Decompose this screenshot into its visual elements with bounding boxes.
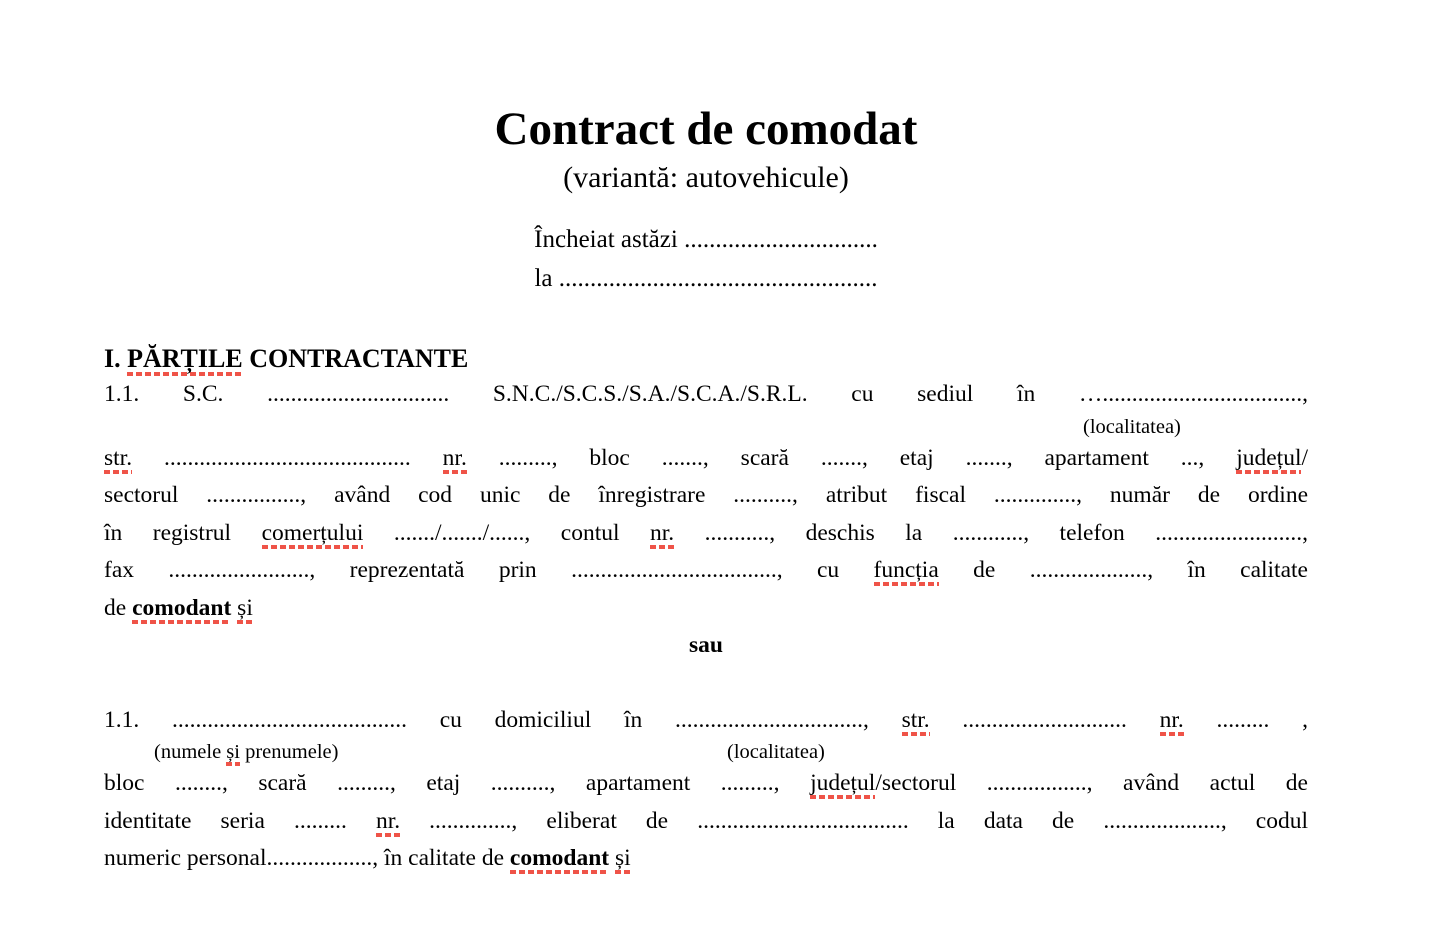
text-run: de bbox=[104, 594, 133, 621]
misspelled-word: județul bbox=[810, 770, 875, 799]
text-run: ..........., deschis la ............, telefon ........................., bbox=[674, 519, 1309, 546]
document-body bbox=[104, 342, 1308, 878]
misspelled-word: comodant bbox=[510, 845, 609, 874]
text-run: 1.1. ........................................ cu domiciliul în ................................, bbox=[104, 706, 902, 733]
contract-line bbox=[104, 590, 1308, 628]
field-caption bbox=[154, 739, 338, 765]
misspelled-word: str. bbox=[104, 445, 132, 474]
date-place-block bbox=[104, 220, 1308, 298]
contract-line bbox=[104, 440, 1308, 478]
text-run: (localitatea) bbox=[1083, 415, 1181, 438]
text-run: sectorul ................, având cod unic de înregistrare .........., atribut fiscal .............., număr de ordine bbox=[104, 482, 1308, 508]
field-caption-row bbox=[104, 414, 1308, 440]
place-line: la ................................................... bbox=[534, 265, 878, 292]
text-run: bloc ........, scară ........., etaj .........., apartament ........., bbox=[104, 770, 811, 796]
text-run: ............................ bbox=[929, 706, 1160, 733]
contract-line bbox=[104, 515, 1308, 553]
text-run: /sectorul ................., având actul de bbox=[875, 770, 1308, 796]
text-run: I. bbox=[104, 344, 128, 373]
misspelled-word: nr. bbox=[1160, 707, 1184, 736]
section-heading bbox=[104, 342, 1308, 376]
text-run: ......... , bbox=[1183, 706, 1309, 733]
misspelled-word: funcția bbox=[874, 557, 939, 586]
document-title: Contract de comodat bbox=[494, 103, 918, 155]
contract-line bbox=[104, 376, 1308, 414]
misspelled-word: și bbox=[615, 845, 631, 874]
date-line: Încheiat astăzi ............................... bbox=[534, 226, 878, 253]
text-run: prenumele) bbox=[239, 741, 339, 763]
text-run: identitate seria ......... bbox=[104, 807, 376, 834]
contract-line bbox=[104, 702, 1308, 740]
misspelled-word: nr. bbox=[376, 808, 400, 837]
document-subtitle: (variantă: autovehicule) bbox=[563, 161, 849, 194]
separator-sau bbox=[104, 627, 1308, 665]
misspelled-word: str. bbox=[902, 707, 930, 736]
contract-line bbox=[104, 552, 1308, 590]
document-content bbox=[104, 102, 1308, 878]
text-run: sau bbox=[689, 632, 723, 658]
text-run: ........., bloc ......., scară ......., etaj ......., apartament ..., bbox=[466, 444, 1237, 471]
text-run: (numele bbox=[154, 741, 227, 763]
text-run: .............., eliberat de .................................... la data de ...................., codul bbox=[400, 807, 1308, 834]
text-run: în registrul bbox=[104, 519, 262, 546]
text-run: (localitatea) bbox=[727, 741, 825, 763]
contract-line bbox=[104, 765, 1308, 803]
text-run: de ...................., în calitate bbox=[938, 557, 1308, 583]
field-caption-row bbox=[104, 739, 1308, 765]
contract-line bbox=[104, 840, 1308, 878]
text-run: numeric personal.................., în calitate de bbox=[104, 845, 510, 871]
text-run: 1.1. S.C. ............................... S.N.C./S.C.S./S.A./S.C.A./S.R.L. cu sediul în ….................................., bbox=[104, 381, 1308, 407]
misspelled-word: comerțului bbox=[262, 520, 364, 549]
blank-line bbox=[104, 665, 1308, 702]
contract-line bbox=[104, 803, 1308, 841]
text-run: .......................................... bbox=[132, 444, 443, 471]
misspelled-word: nr. bbox=[443, 445, 467, 474]
contract-line bbox=[104, 477, 1308, 515]
field-caption bbox=[727, 739, 825, 765]
text-run: ......./......./......, contul bbox=[363, 519, 650, 546]
misspelled-word: nr. bbox=[650, 520, 674, 549]
misspelled-word: și bbox=[237, 595, 253, 624]
misspelled-word: comodant bbox=[132, 595, 231, 624]
misspelled-word: PĂRȚILE bbox=[127, 344, 243, 376]
text-run: fax ........................, reprezentată prin ..................................., cu bbox=[104, 557, 874, 583]
text-run: CONTRACTANTE bbox=[242, 344, 469, 373]
text-run: / bbox=[1301, 444, 1309, 471]
misspelled-word: județul bbox=[1236, 445, 1301, 474]
misspelled-word: și bbox=[226, 741, 240, 766]
field-caption bbox=[1083, 414, 1181, 440]
